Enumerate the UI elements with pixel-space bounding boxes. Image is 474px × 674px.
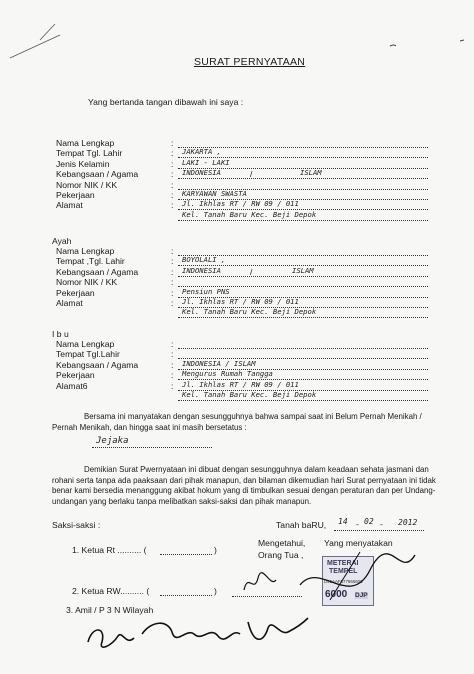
mother-field-value: Jl. Ikhlas RT / RW 09 / 011 <box>182 379 299 389</box>
witness-amil-label: 3. Amil / P 3 N Wilayah <box>66 605 154 615</box>
witness-rw-close: ) <box>214 586 217 596</box>
self-field-label: Tempat Tgl. Lahir <box>56 148 123 159</box>
field-dotted-line <box>178 317 428 318</box>
witness-heading: Saksi-saksi : <box>52 520 101 530</box>
field-dotted-line <box>178 348 428 349</box>
field-colon: : <box>171 349 174 360</box>
mother-field-label: Tempat Tgl.Lahir <box>56 349 120 360</box>
place-date-label: Tanah baRU, <box>276 520 327 530</box>
self-field-label: Kebangsaan / Agama <box>56 169 139 180</box>
separator: / <box>250 266 253 277</box>
self-field-label: Alamat <box>56 200 83 211</box>
field-dotted-line <box>178 400 428 401</box>
field-colon: : <box>171 179 174 190</box>
marital-status: Jejaka <box>96 436 129 446</box>
statement-text: Bersama ini manyatakan dengan sesungguhnya bahwa sampai saat ini Belum Pernah Menikah / Pernah Menikah, dan hingga saat ini masih bersetatus : <box>52 412 422 432</box>
mother-field-label: Pekerjaan <box>56 370 95 381</box>
field-colon: : <box>171 339 174 349</box>
declarant-label: Yang menyatakan <box>324 538 393 548</box>
date-month: 02 <box>364 517 374 526</box>
mother-address-line2: Kel. Tanah Baru Kec. Beji Depok <box>182 390 317 399</box>
field-colon: : <box>171 277 174 288</box>
field-colon: : <box>171 359 174 370</box>
self-field-label: Jenis Kelamin <box>56 158 110 169</box>
witness-rt-label: 1. Ketua Rt .......... ( <box>72 545 147 555</box>
self-field-value: KARYAWAN SWASTA <box>182 189 247 198</box>
witness-rt-close: ) <box>214 545 217 555</box>
mother-field-label: Nama Lengkap <box>56 339 115 349</box>
father-field-label: Nama Lengkap <box>56 246 115 256</box>
field-colon: : <box>171 158 174 169</box>
father-field-value: INDONESIA <box>182 265 221 275</box>
top-scribble <box>0 0 474 60</box>
date-year: 2012 <box>398 518 418 527</box>
father-religion: ISLAM <box>292 265 314 275</box>
field-colon: : <box>171 256 174 267</box>
field-colon: : <box>171 380 174 391</box>
father-field-value: Jl. Ikhlas RT / RW 09 / 011 <box>182 297 299 306</box>
separator: / <box>250 169 253 180</box>
father-field-label: Alamat <box>56 298 83 308</box>
self-field-label: Pekerjaan <box>56 190 95 200</box>
father-field-label: Pekerjaan <box>56 287 95 298</box>
father-address-line2: Kel. Tanah Baru Kec. Beji Depok <box>182 307 317 317</box>
self-field-value: Jl. Ikhlas RT / RW 09 / 011 <box>182 199 299 209</box>
date-day: 14 <box>338 517 348 526</box>
father-field-label: Tempat ,Tgl. Lahir <box>56 256 125 267</box>
meterai-stamp: METERAI TEMPEL D45AAF677966606 6000 DJP <box>322 556 374 606</box>
father-field-label: Nomor NIK / KK <box>56 277 118 288</box>
intro-text: Yang bertanda tangan dibawah ini saya : <box>88 97 244 107</box>
closing-text: Demikian Surat Pwernyataan ini dibuat dengan sesungguhnya dalam keadaan sehata jasmani dan rohani serta tanpa ada paaksaan dari pihak manapun, dan bilaman dikemudian hari Surat pernyataan ini tidak benar kami bersedia menanggung akibat hokum yang di timbulkan sesuai dengan peraturan dan per Undang-undangan yang berlaku tanpa melibatkan saksi-saksi dan pihak manapun. <box>52 465 436 506</box>
mother-heading: I b u <box>52 328 69 339</box>
mother-field-value: Mengurus Rumah Tangga <box>182 369 273 379</box>
field-colon: : <box>171 169 174 180</box>
field-colon: : <box>171 370 174 381</box>
mother-field-label: Alamat6 <box>56 380 88 391</box>
document-title: SURAT PERNYATAAN <box>194 56 306 68</box>
field-dotted-line <box>178 178 428 179</box>
self-field-label: Nomor NIK / KK <box>56 179 118 190</box>
field-dotted-line <box>178 276 428 277</box>
amil-signature <box>82 606 312 654</box>
self-address-line2: Kel. Tanah Baru Kec. Beji Depok <box>182 209 317 219</box>
field-colon: : <box>171 148 174 159</box>
field-colon: : <box>171 298 174 308</box>
self-field-label: Nama Lengkap <box>56 138 115 148</box>
field-dotted-line <box>178 220 428 221</box>
witness-rw-label: 2. Ketua RW.......... ( <box>72 586 150 596</box>
mother-field-value: INDONESIA / ISLAM <box>182 358 256 368</box>
self-field-value: LAKI - LAKI <box>182 157 230 167</box>
parent-signature <box>240 568 280 596</box>
field-colon: : <box>171 190 174 200</box>
father-heading: Ayah <box>52 235 72 246</box>
self-religion: ISLAM <box>300 168 322 178</box>
father-field-label: Kebangsaan / Agama <box>56 266 139 277</box>
self-field-value: INDONESIA <box>182 168 221 178</box>
mother-field-label: Kebangsaan / Agama <box>56 359 139 370</box>
self-field-value: JAKARTA , <box>182 147 221 157</box>
father-field-value: Pensiun PNS <box>182 286 230 296</box>
father-field-value: BOYOLALI , <box>182 255 226 265</box>
field-colon: : <box>171 246 174 256</box>
field-colon: : <box>171 266 174 277</box>
field-colon: : <box>171 287 174 298</box>
acknowledge-2: Orang Tua , <box>258 550 304 560</box>
field-colon: : <box>171 138 174 148</box>
acknowledge-1: Mengetahui, <box>258 538 306 548</box>
field-colon: : <box>171 200 174 211</box>
